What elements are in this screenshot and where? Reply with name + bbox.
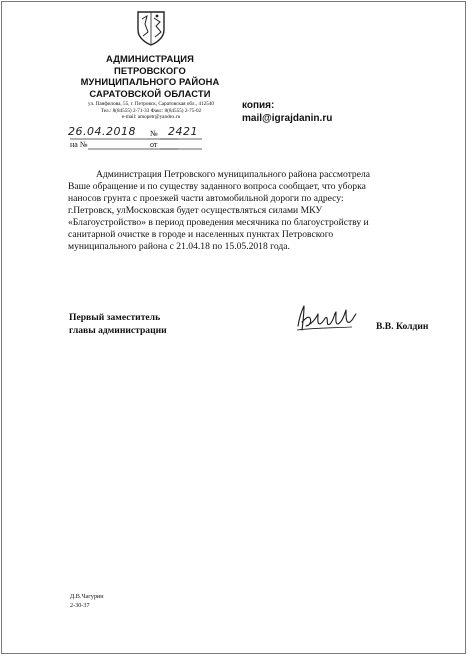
organization-name: [60, 53, 240, 99]
signatory-name: В.В. Колдин: [376, 321, 429, 332]
outgoing-date: 26.04.2018: [68, 125, 136, 138]
body-line: Администрация Петровского муниципального района рассмотрела: [96, 169, 371, 180]
body-line: наносов грунта с проезжей части автомобильной дороги по адресу:: [68, 193, 344, 204]
executor-phone: 2-30-37: [70, 602, 90, 609]
org-name-line: АДМИНИСТРАЦИЯ: [106, 53, 194, 64]
phone-line: Тел.: 8(84555) 2-71-33 Факс: 8(84555) 2-75-02: [100, 107, 202, 114]
in-reply-label: на №: [70, 140, 88, 149]
copy-email: mail@igrajdanin.ru: [242, 113, 333, 124]
handwritten-signature: [294, 300, 358, 336]
document-page: [1, 1, 466, 654]
org-name-line: МУНИЦИПАЛЬНОГО РАЙОНА: [80, 76, 220, 88]
outgoing-number: 2421: [168, 125, 198, 138]
address-line: ул. Панфилова, 55, г. Петровск, Саратовская обл., 412540: [88, 101, 214, 107]
executor-info: [70, 592, 104, 610]
org-name-line: САРАТОВСКОЙ ОБЛАСТИ: [89, 87, 211, 99]
number-label: №: [150, 129, 158, 138]
organization-address: [70, 101, 232, 121]
body-line: «Благоустройство» в период проведения месячника по благоустройству и: [68, 217, 369, 228]
body-line: санитарной очистке в городе и населенных пунктах Петровского: [68, 229, 334, 240]
signatory-title-line: Первый заместитель: [69, 312, 161, 323]
signatory-title-line: главы администрации: [69, 324, 167, 336]
letter-body: [68, 169, 436, 253]
body-line: муниципального района с 21.04.18 по 15.05.2018 года.: [68, 241, 290, 252]
email-line: e-mail: amopetr@yandex.ru: [121, 114, 181, 121]
body-line: г.Петровск, улМосковская будет осуществляться силами МКУ: [68, 205, 323, 216]
signatory-title: [69, 312, 167, 337]
org-name-line: ПЕТРОВСКОГО: [114, 64, 186, 76]
body-line: Ваше обращение и по существу заданного вопроса сообщает, что уборка: [68, 181, 366, 192]
coat-of-arms-icon: [136, 10, 166, 46]
executor-name: Д.В.Чагурин: [70, 593, 104, 600]
from-label: от: [150, 140, 158, 149]
copy-label: копия:: [242, 100, 275, 111]
